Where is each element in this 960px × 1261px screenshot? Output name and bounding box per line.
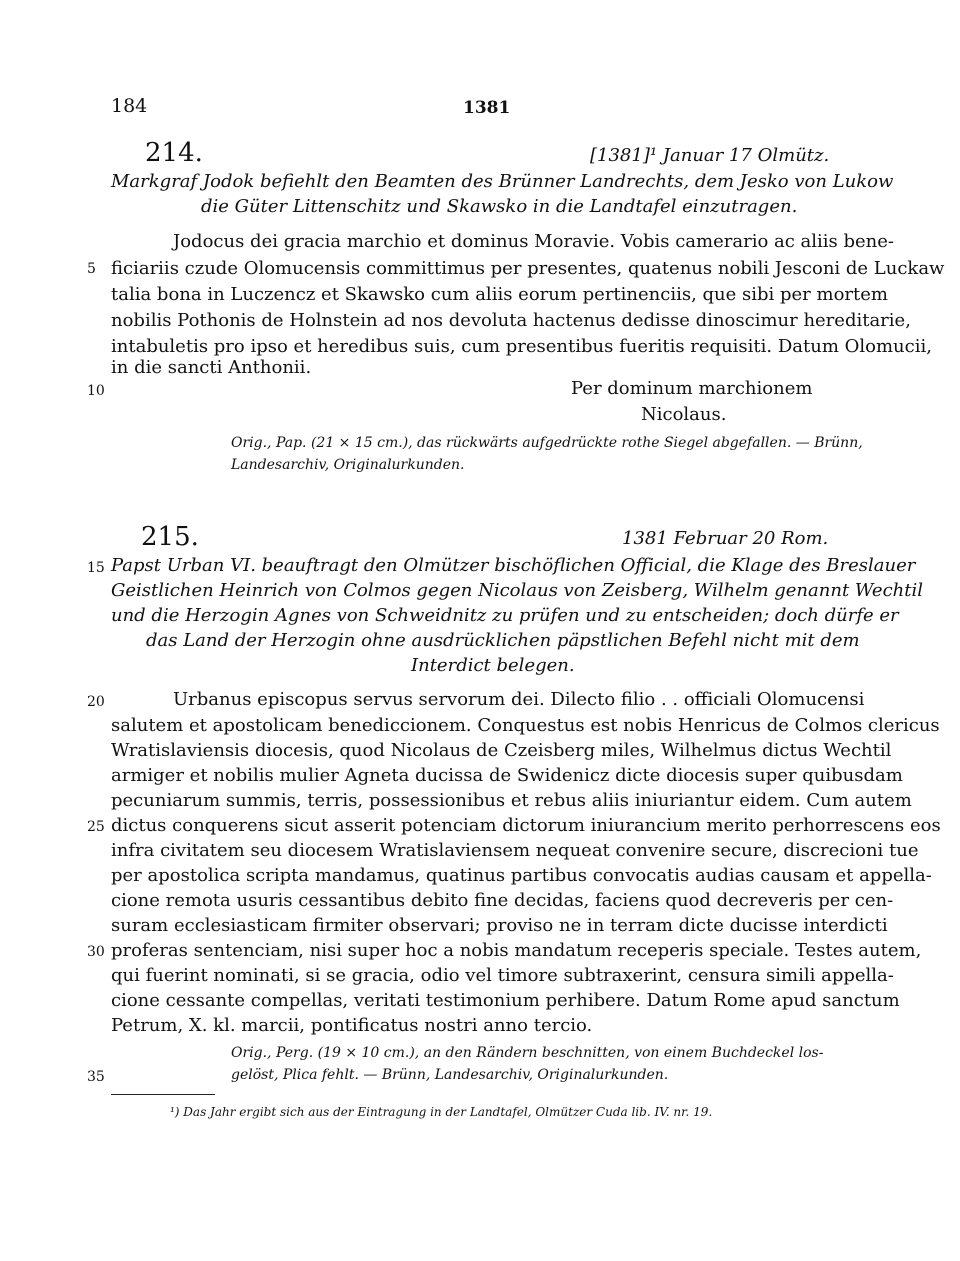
- text-215-line: cione cessante compellas, veritati testimonium perhibere. Datum Rome apud sanctum: [111, 990, 900, 1011]
- regest-215-line: Interdict belegen.: [411, 655, 575, 676]
- regest-215-line: und die Herzogin Agnes von Schweidnitz zu prüfen und zu entscheiden; doch dürfe er: [111, 605, 899, 626]
- text-215-line: cione remota usuris cessantibus debito fine decidas, faciens quod decreveris per cen-: [111, 890, 894, 911]
- text-215-line: qui fuerint nominati, si se gracia, odio vel timore subtraxerint, censura simili appella-: [111, 965, 894, 986]
- regest-215-line: Papst Urban VI. beauftragt den Olmützer bischöflichen Official, die Klage des Breslauer: [111, 555, 916, 576]
- regest-215-line: das Land der Herzogin ohne ausdrücklichen päpstlichen Befehl nicht mit dem: [146, 630, 860, 651]
- signature-line: Per dominum marchionem: [571, 378, 813, 399]
- text-215-line: armiger et nobilis mulier Agneta ducissa de Swidenicz dicte diocesis super quibusdam: [111, 765, 903, 786]
- document-date-214: [1381]¹ Januar 17 Olmütz.: [590, 145, 830, 166]
- line-number: 30: [87, 944, 105, 960]
- text-215-line: salutem et apostolicam benediccionem. Conquestus est nobis Henricus de Colmos clericus: [111, 715, 940, 736]
- text-214-line: intabuletis pro ipso et heredibus suis, cum presentibus fueritis requisiti. Datum Olomucii,: [111, 336, 932, 357]
- regest-215-line: Geistlichen Heinrich von Colmos gegen Nicolaus von Zeisberg, Wilhelm genannt Wechtil: [111, 580, 924, 601]
- text-215-line: Urbanus episcopus servus servorum dei. Dilecto filio . . officiali Olomucensi: [173, 689, 865, 710]
- line-number: 35: [87, 1069, 105, 1085]
- signature-line: Nicolaus.: [641, 404, 727, 425]
- text-215-line: Petrum, X. kl. marcii, pontificatus nostri anno tercio.: [111, 1015, 593, 1036]
- text-215-line: Wratislaviensis diocesis, quod Nicolaus de Czeisberg miles, Wilhelmus dictus Wechtil: [111, 740, 892, 761]
- text-214-line: talia bona in Luczencz et Skawsko cum aliis eorum pertinenciis, que sibi per mortem: [111, 284, 888, 305]
- text-215-line: proferas sentenciam, nisi super hoc a nobis mandatum receperis speciale. Testes autem,: [111, 940, 922, 961]
- text-215-line: infra civitatem seu diocesem Wratislaviensem nequeat convenire secure, discrecioni tue: [111, 840, 919, 861]
- text-215-line: pecuniarum summis, terris, possessionibus et rebus aliis iniuriantur eidem. Cum autem: [111, 790, 912, 811]
- page-number: 184: [111, 95, 148, 117]
- line-number: 15: [87, 560, 105, 576]
- document-date-215: 1381 Februar 20 Rom.: [622, 528, 829, 549]
- source-note-214-line: Landesarchiv, Originalurkunden.: [231, 457, 465, 473]
- line-number: 20: [87, 694, 105, 710]
- document-number-214: 214.: [145, 138, 203, 168]
- regest-214-line: Markgraf Jodok befiehlt den Beamten des Brünner Landrechts, dem Jesko von Lukow: [111, 171, 894, 192]
- text-215-line: dictus conquerens sicut asserit potenciam dictorum iniurancium merito perhorrescens eos: [111, 815, 941, 836]
- text-214-line: ficiariis czude Olomucensis committimus per presentes, quatenus nobili Jesconi de Luckaw: [111, 258, 945, 279]
- text-215-line: suram ecclesiasticam firmiter observari; proviso ne in terram dicte ducisse interdicti: [111, 915, 888, 936]
- line-number: 25: [87, 819, 105, 835]
- text-214-line: Jodocus dei gracia marchio et dominus Moravie. Vobis camerario ac aliis bene-: [173, 231, 895, 252]
- text-214-line: nobilis Pothonis de Holnstein ad nos devoluta hactenus dedisse dinoscimur hereditarie,: [111, 310, 911, 331]
- regest-214-line: die Güter Littenschitz und Skawsko in die Landtafel einzutragen.: [201, 196, 798, 217]
- line-number: 10: [87, 383, 105, 399]
- text-215-line: per apostolica scripta mandamus, quatinus partibus convocatis audias causam et appella-: [111, 865, 932, 886]
- line-number: 5: [87, 261, 96, 277]
- footnote-rule: [111, 1094, 215, 1095]
- source-note-215-line: gelöst, Plica fehlt. — Brünn, Landesarchiv, Originalurkunden.: [231, 1067, 669, 1083]
- source-note-214-line: Orig., Pap. (21 × 15 cm.), das rückwärts aufgedrückte rothe Siegel abgefallen. — Brünn,: [231, 435, 863, 451]
- source-note-215-line: Orig., Perg. (19 × 10 cm.), an den Rändern beschnitten, von einem Buchdeckel los-: [231, 1045, 824, 1061]
- running-head-year: 1381: [463, 98, 511, 118]
- text-214-line: in die sancti Anthonii.: [111, 357, 312, 378]
- document-number-215: 215.: [141, 522, 199, 552]
- footnote: ¹) Das Jahr ergibt sich aus der Eintragung in der Landtafel, Olmützer Cuda lib. IV. nr. 19.: [170, 1105, 713, 1119]
